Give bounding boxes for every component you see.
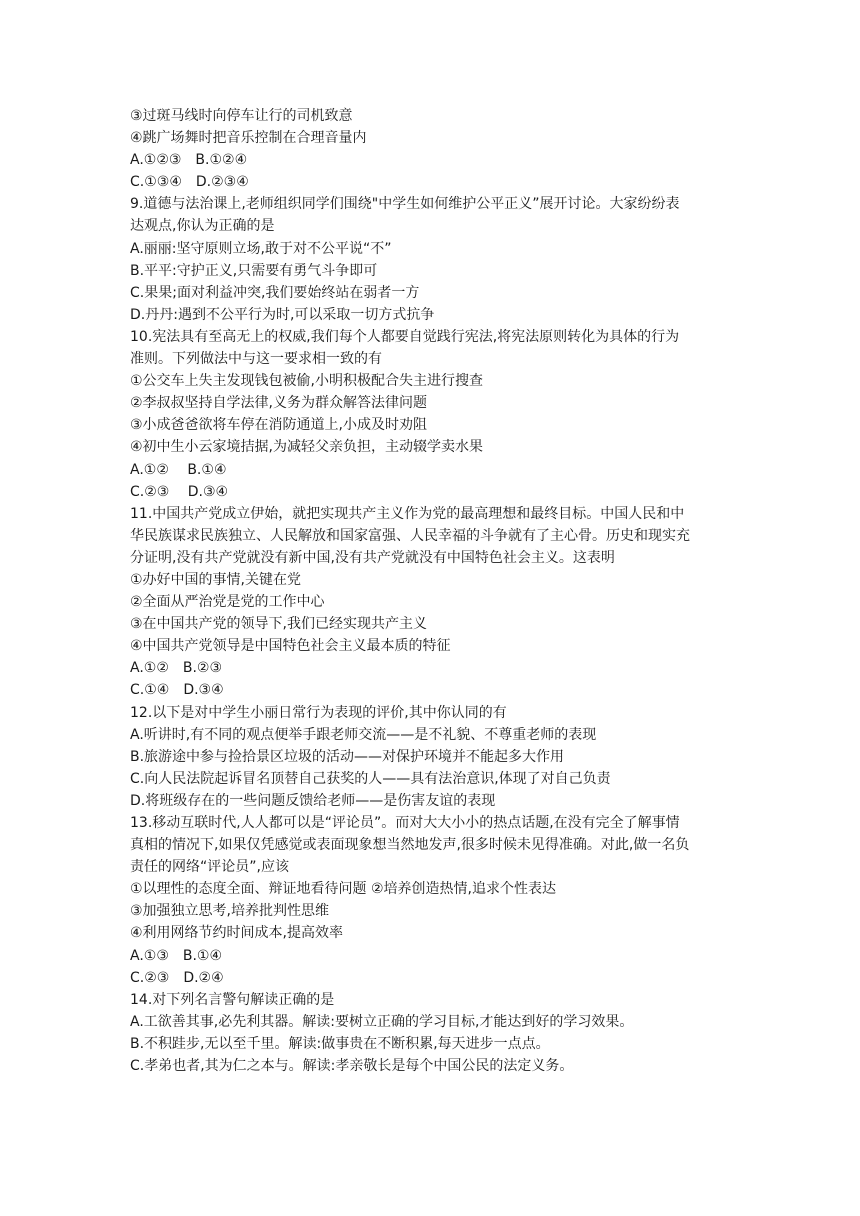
question-11-item: ①办好中国的事情,关键在党 — [130, 571, 302, 588]
question-9-stem: 9.道德与法治课上,老师组织同学们围绕"中学生如何维护公平正义”展开讨论。大家纷纷表 — [130, 196, 680, 213]
question-11-stem: 分证明,没有共产党就没有新中国,没有共产党就没有中国特色社会主义。这表明 — [130, 549, 615, 566]
answer-options: C.①③④ D.②③④ — [130, 174, 249, 191]
question-11-stem: 11.中国共产党成立伊始，就把实现共产主义作为党的最高理想和最终目标。中国人民和中 — [130, 505, 685, 522]
question-14-option-a: A.工欲善其事,必先利其器。解读:要树立正确的学习目标,才能达到好的学习效果。 — [130, 1013, 634, 1030]
question-13-item: ③加强独立思考,培养批判性思维 — [130, 903, 330, 920]
question-11-item: ②全面从严治党是党的工作中心 — [130, 594, 325, 611]
question-10-item: ③小成爸爸欲将车停在消防通道上,小成及时劝阻 — [130, 417, 427, 434]
question-10-stem: 10.宪法具有至高无上的权威,我们每个人都要自觉践行宪法,将宪法原则转化为具体的行为 — [130, 328, 680, 345]
question-13-stem: 13.移动互联时代,人人都可以是“评论员”。而对大大小小的热点话题,在没有完全了解事情 — [130, 815, 680, 831]
question-13-item: ①以理性的态度全面、辩证地看待问题 ②培养创造热情,追求个性表达 — [130, 881, 557, 898]
question-13-item: ④利用网络节约时间成本,提高效率 — [130, 925, 344, 942]
question-9-option-c: C.果果;面对利益冲突,我们要始终站在弱者一方 — [130, 284, 420, 301]
answer-options: A.①③ B.①④ — [130, 947, 223, 964]
answer-options: A.①② B.①④ — [130, 461, 227, 478]
question-9-option-d: D.丹丹:遇到不公平行为时,可以采取一切方式抗争 — [130, 306, 435, 323]
answer-options: C.①④ D.③④ — [130, 682, 224, 699]
question-12-option-a: A.听讲时,有不同的观点便举手跟老师交流——是不礼貌、不尊重老师的表现 — [130, 726, 597, 743]
question-9-option-a: A.丽丽:坚守原则立场,敢于对不公平说“不” — [130, 240, 392, 257]
question-14-option-b: B.不积跬步,无以至千里。解读:做事贵在不断积累,每天进步一点点。 — [130, 1035, 550, 1052]
question-10-item: ②李叔叔坚持自学法律,义务为群众解答法律问题 — [130, 395, 427, 412]
question-11-item: ③在中国共产党的领导下,我们已经实现共产主义 — [130, 616, 427, 633]
answer-options: C.②③ D.③④ — [130, 483, 229, 500]
answer-options: A.①②③ B.①②④ — [130, 152, 248, 169]
question-13-stem: 责任的网络“评论员”,应该 — [130, 859, 289, 876]
question-9-option-b: B.平平:守护正义,只需要有勇气斗争即可 — [130, 262, 378, 279]
question-12-option-b: B.旅游途中参与捡拾景区垃圾的活动——对保护环境并不能起多大作用 — [130, 748, 565, 765]
question-11-stem: 华民族谋求民族独立、人民解放和国家富强、人民幸福的斗争就有了主心骨。历史和现实充 — [130, 527, 690, 544]
text-line: ③过斑马线时向停车让行的司机致意 — [130, 108, 353, 124]
question-10-item: ①公交车上失主发现钱包被偷,小明积极配合失主进行搜查 — [130, 373, 483, 390]
answer-options: A.①② B.②③ — [130, 660, 223, 677]
document-page — [130, 105, 740, 1077]
question-12-stem: 12.以下是对中学生小丽日常行为表现的评价,其中你认同的有 — [130, 704, 507, 721]
question-14-stem: 14.对下列名言警句解读正确的是 — [130, 991, 335, 1008]
question-9-stem: 达观点,你认为正确的是 — [130, 218, 275, 235]
question-14-option-c: C.孝弟也者,其为仁之本与。解读:孝亲敬长是每个中国公民的法定义务。 — [130, 1058, 574, 1075]
question-10-item: ④初中生小云家境拮据,为减轻父亲负担，主动辍学卖水果 — [130, 439, 483, 456]
question-12-option-c: C.向人民法院起诉冒名顶替自己获奖的人——具有法治意识,体现了对自己负责 — [130, 770, 611, 787]
answer-options: C.②③ D.②④ — [130, 969, 224, 986]
question-11-item: ④中国共产党领导是中国特色社会主义最本质的特征 — [130, 638, 451, 655]
question-13-stem: 真相的情况下,如果仅凭感觉或表面现象想当然地发声,很多时候未见得准确。对此,做一名负 — [130, 837, 690, 854]
text-line: ④跳广场舞时把音乐控制在合理音量内 — [130, 130, 367, 147]
question-12-option-d: D.将班级存在的一些问题反馈给老师——是伤害友谊的表现 — [130, 792, 496, 809]
question-10-stem: 准则。下列做法中与这一要求相一致的有 — [130, 351, 382, 368]
